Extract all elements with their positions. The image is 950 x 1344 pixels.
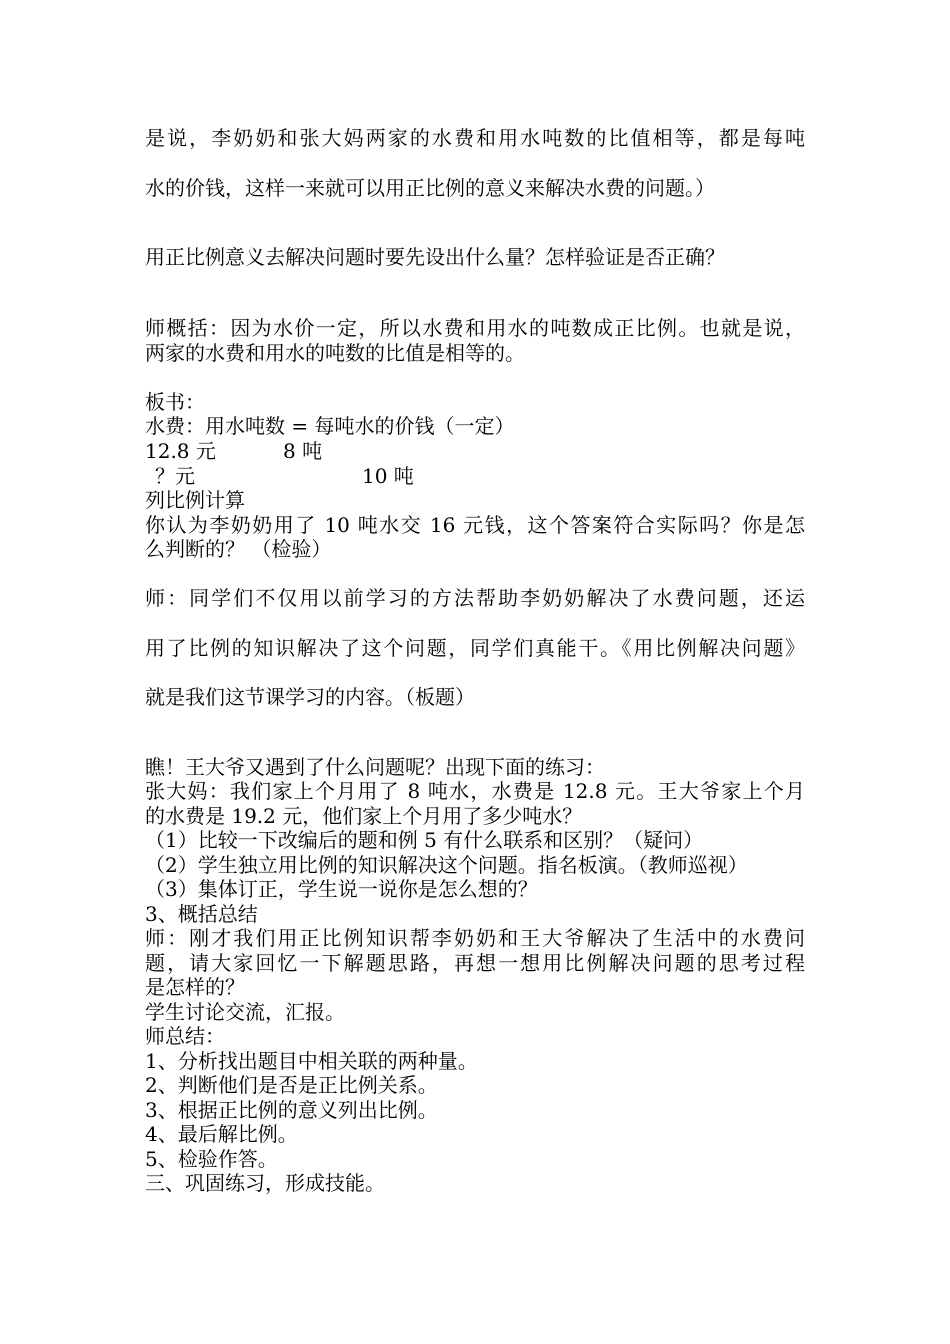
list-item: （2）学生独立用比例的知识解决这个问题。指名板演。（教师巡视） — [145, 853, 748, 877]
section-heading: 3、概括总结 — [145, 902, 258, 926]
board-cell: 12.8 元 — [145, 439, 216, 463]
blackboard-formula: 水费：用水吨数 = 每吨水的价钱（一定） — [145, 414, 515, 438]
paragraph-line: 师：刚才我们用正比例知识帮李奶奶和王大爷解决了生活中的水费问 — [145, 926, 805, 950]
paragraph-line: 水的价钱，这样一来就可以用正比例的意义来解决水费的问题。） — [145, 176, 715, 200]
blackboard-heading: 板书： — [145, 390, 205, 414]
teacher-summary-line: 两家的水费和用水的吨数的比值是相等的。 — [145, 341, 525, 365]
paragraph-line: 师：同学们不仅用以前学习的方法帮助李奶奶解决了水费问题，还运 — [145, 586, 805, 610]
paragraph-line: 列比例计算 — [145, 488, 245, 512]
board-cell: 8 吨 — [283, 439, 323, 463]
paragraph-line: 你认为李奶奶用了 10 吨水交 16 元钱，这个答案符合实际吗？你是怎 — [145, 513, 805, 537]
board-cell: ？元 — [155, 464, 195, 488]
paragraph-line: 么判断的？ （检验） — [145, 537, 332, 561]
list-item: （1）比较一下改编后的题和例 5 有什么联系和区别？（疑问） — [145, 828, 704, 852]
list-item: 1、分析找出题目中相关联的两种量。 — [145, 1049, 478, 1073]
paragraph-line: 的水费是 19.2 元，他们家上个月用了多少吨水？ — [145, 804, 583, 828]
list-item: 4、最后解比例。 — [145, 1122, 298, 1146]
paragraph-line: 就是我们这节课学习的内容。（板题） — [145, 685, 475, 709]
teacher-summary-line: 师概括：因为水价一定，所以水费和用水的吨数成正比例。也就是说， — [145, 316, 805, 340]
list-item: 3、根据正比例的意义列出比例。 — [145, 1098, 438, 1122]
question-line: 用正比例意义去解决问题时要先设出什么量？怎样验证是否正确？ — [145, 245, 725, 269]
paragraph-line: 用了比例的知识解决了这个问题，同学们真能干。《用比例解决问题》 — [145, 636, 805, 660]
paragraph-line: 是怎样的？ — [145, 975, 245, 999]
paragraph-line: 张大妈：我们家上个月用了 8 吨水，水费是 12.8 元。王大爷家上个月 — [145, 779, 805, 803]
paragraph-line: 瞧！王大爷又遇到了什么问题呢？出现下面的练习： — [145, 755, 605, 779]
summary-heading: 师总结： — [145, 1024, 225, 1048]
paragraph-line: 学生讨论交流，汇报。 — [145, 1000, 345, 1024]
paragraph-line: 题，请大家回忆一下解题思路，再想一想用比例解决问题的思考过程 — [145, 951, 805, 975]
list-item: （3）集体订正，学生说一说你是怎么想的？ — [145, 877, 538, 901]
list-item: 5、检验作答。 — [145, 1147, 278, 1171]
list-item: 2、判断他们是否是正比例关系。 — [145, 1073, 438, 1097]
board-cell: 10 吨 — [362, 464, 414, 488]
paragraph-line: 是说，李奶奶和张大妈两家的水费和用水吨数的比值相等，都是每吨 — [145, 126, 805, 150]
section-heading: 三、巩固练习，形成技能。 — [145, 1171, 385, 1195]
